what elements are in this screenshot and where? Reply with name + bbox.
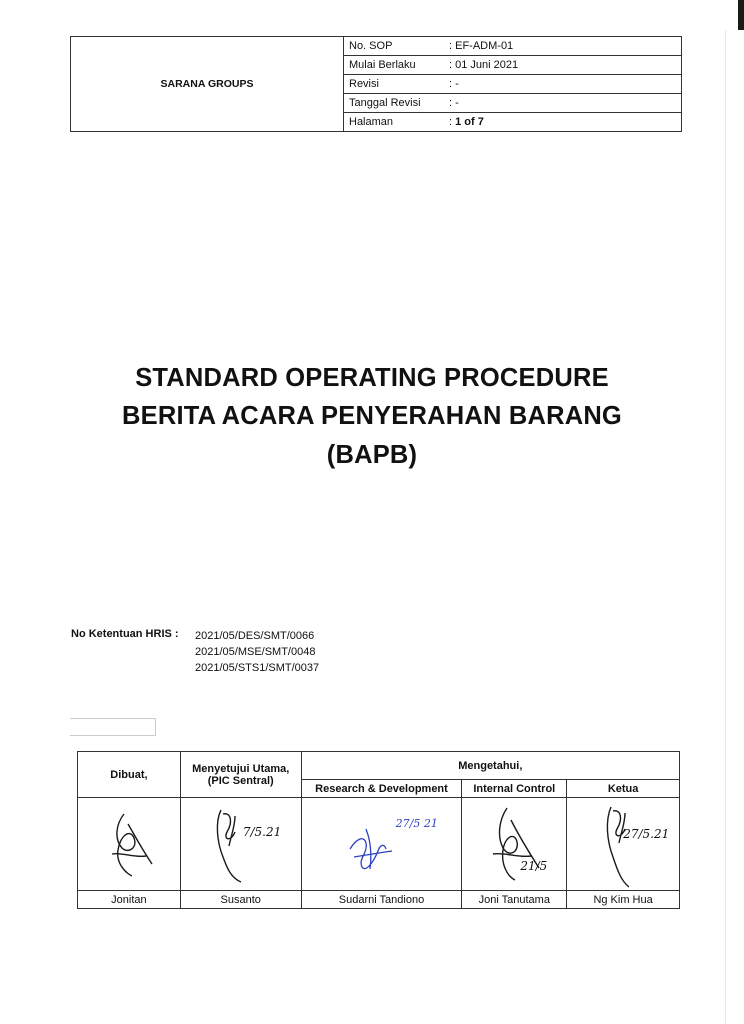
header-label-halaman: Halaman — [344, 113, 445, 132]
header-label-mulai-berlaku: Mulai Berlaku — [344, 56, 445, 75]
signature-cell-ng-kim-hua — [567, 798, 680, 891]
header-label-revisi: Revisi — [344, 75, 445, 94]
header-value-halaman — [444, 113, 682, 132]
hris-list — [195, 628, 319, 676]
signature-date-susanto: 7/5.21 — [242, 825, 282, 839]
menyetujui-line-1: Menyetujui Utama, — [192, 762, 290, 775]
signer-name-ng-kim-hua: Ng Kim Hua — [567, 891, 680, 909]
title-line-2: BERITA ACARA PENYERAHAN BARANG — [122, 402, 622, 430]
signature-date-joni: 21/5 — [520, 859, 548, 873]
company-name: SARANA GROUPS — [71, 37, 344, 132]
signature-cell-susanto — [180, 798, 301, 891]
hris-item: 2021/05/MSE/SMT/0048 — [195, 646, 316, 658]
halaman-prefix: : — [449, 116, 456, 128]
signature-jonitan — [94, 804, 164, 884]
signature-ng-kim-hua — [593, 799, 653, 889]
scan-edge-line — [725, 30, 726, 1024]
signature-cell-jonitan — [78, 798, 181, 891]
signature-date-ng-kim-hua: 27/5.21 — [623, 827, 670, 841]
signer-name-susanto: Susanto — [180, 891, 301, 909]
hris-item: 2021/05/STS1/SMT/0037 — [195, 662, 320, 674]
role-research-development: Research & Development — [301, 780, 462, 798]
dibuat-header: Dibuat, — [78, 752, 181, 798]
header-value-no-sop: : EF-ADM-01 — [444, 37, 682, 56]
signature-cell-joni — [462, 798, 567, 891]
header-value-revisi: : - — [444, 75, 682, 94]
signature-table — [77, 751, 680, 909]
header-value-mulai-berlaku: : 01 Juni 2021 — [444, 56, 682, 75]
header-label-no-sop: No. SOP — [344, 37, 445, 56]
role-internal-control: Internal Control — [462, 780, 567, 798]
signer-name-sudarni: Sudarni Tandiono — [301, 891, 462, 909]
hris-label: No Ketentuan HRIS : — [71, 628, 179, 640]
mengetahui-header: Mengetahui, — [301, 752, 679, 780]
signature-susanto — [201, 802, 281, 886]
signature-cell-sudarni — [301, 798, 462, 891]
menyetujui-header — [180, 752, 301, 798]
title-line-1: STANDARD OPERATING PROCEDURE — [135, 364, 609, 392]
title-line-3: (BAPB) — [326, 441, 418, 469]
signature-date-sudarni: 27/5 21 — [395, 817, 438, 830]
sop-header-table — [70, 36, 682, 132]
signature-joni — [479, 802, 549, 886]
halaman-page-count: 1 of 7 — [455, 116, 484, 128]
scan-edge-mark — [738, 0, 744, 30]
header-value-tanggal-revisi: : - — [444, 94, 682, 113]
role-ketua: Ketua — [567, 780, 680, 798]
menyetujui-line-2: (PIC Sentral) — [207, 774, 274, 787]
faint-box-stub — [70, 718, 156, 736]
signer-name-joni: Joni Tanutama — [462, 891, 567, 909]
signer-name-jonitan: Jonitan — [78, 891, 181, 909]
header-label-tanggal-revisi: Tanggal Revisi — [344, 94, 445, 113]
hris-item: 2021/05/DES/SMT/0066 — [195, 630, 315, 642]
